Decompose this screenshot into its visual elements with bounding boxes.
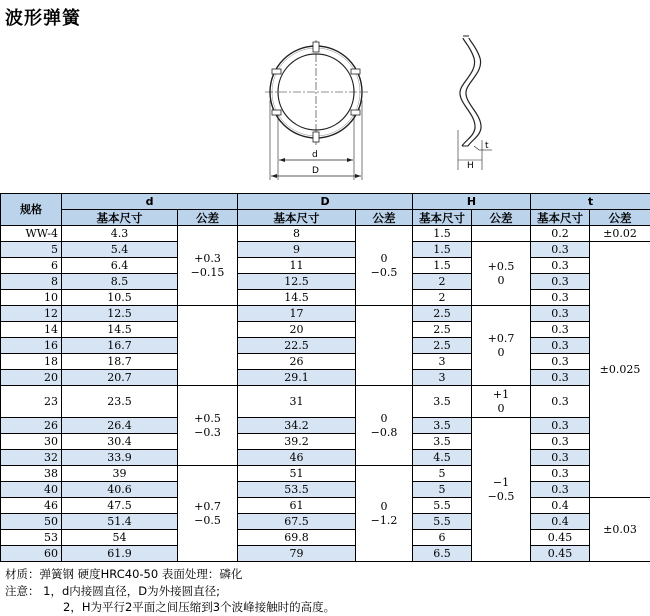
cell-t: 0.3 [531,242,590,258]
D-tol-blank [356,306,413,386]
cell-t: 0.4 [531,498,590,514]
front-label-D: D [312,166,319,176]
tol-line: +0.5 [194,411,221,425]
cell-d: 47.5 [62,498,178,514]
tol-line: −1 [492,475,510,489]
side-label-t: t [485,141,489,151]
cell-H: 4.5 [413,450,472,466]
tol-line: 0 [380,251,388,265]
cell-t: 0.3 [531,322,590,338]
cell-spec: 50 [1,514,62,530]
cell-t: 0.3 [531,418,590,434]
cell-d: 10.5 [62,290,178,306]
cell-d: 33.9 [62,450,178,466]
subheader-H-basic: 基本尺寸 [413,210,472,226]
cell-t: 0.3 [531,290,590,306]
cell-t: 0.2 [531,226,590,242]
cell-spec: 6 [1,258,62,274]
cell-H: 1.5 [413,242,472,258]
cell-t: 0.3 [531,434,590,450]
cell-spec: 46 [1,498,62,514]
cell-d: 6.4 [62,258,178,274]
subheader-t-tol: 公差 [590,210,650,226]
cell-t: 0.3 [531,482,590,498]
cell-H: 3 [413,354,472,370]
cell-t: 0.45 [531,530,590,546]
H-tol-2 [472,306,531,386]
cell-H: 1.5 [413,258,472,274]
cell-spec: 12 [1,306,62,322]
H-tol-3 [472,386,531,418]
cell-D: 31 [238,386,356,418]
H-tol-0 [472,226,531,242]
subheader-D-tol: 公差 [356,210,413,226]
cell-spec: WW-4 [1,226,62,242]
cell-D: 14.5 [238,290,356,306]
cell-spec: 32 [1,450,62,466]
cell-t: 0.3 [531,466,590,482]
cell-H: 5.5 [413,498,472,514]
cell-t: 0.3 [531,338,590,354]
H-tol-1 [472,242,531,306]
cell-D: 9 [238,242,356,258]
cell-H: 2.5 [413,322,472,338]
cell-d: 54 [62,530,178,546]
cell-t: 0.3 [531,450,590,466]
d-tol-2 [178,386,238,466]
cell-D: 20 [238,322,356,338]
page-title: 波形弹簧 [5,8,81,29]
cell-D: 67.5 [238,514,356,530]
cell-H: 2 [413,290,472,306]
cell-d: 20.7 [62,370,178,386]
spec-table [0,193,650,562]
tol-line: −0.5 [194,513,221,527]
cell-D: 34.2 [238,418,356,434]
cell-d: 14.5 [62,322,178,338]
cell-d: 61.9 [62,546,178,562]
cell-H: 5 [413,466,472,482]
D-tol-2 [356,386,413,466]
d-tol-1 [178,226,238,306]
header-H: H [413,194,531,210]
t-tol-1: ±0.02 [590,226,650,242]
tol-line: −0.15 [190,265,225,279]
tol-line: +0.3 [194,251,221,265]
t-tol-3: ±0.03 [590,498,650,562]
header-t: t [531,194,650,210]
cell-t: 0.3 [531,386,590,418]
cell-t: 0.4 [531,514,590,530]
tol-line: 0 [380,499,388,513]
cell-d: 30.4 [62,434,178,450]
cell-spec: 38 [1,466,62,482]
cell-spec: 18 [1,354,62,370]
wave-spring-drawing [0,0,650,190]
cell-spec: 8 [1,274,62,290]
cell-spec: 30 [1,434,62,450]
cell-D: 79 [238,546,356,562]
cell-H: 3.5 [413,418,472,434]
cell-t: 0.3 [531,306,590,322]
d-tol-3 [178,466,238,562]
cell-D: 22.5 [238,338,356,354]
subheader-d-tol: 公差 [178,210,238,226]
side-label-H: H [467,161,474,171]
tol-line: +0.7 [194,499,221,513]
tol-line: 0 [497,401,505,415]
cell-d: 39 [62,466,178,482]
cell-d: 51.4 [62,514,178,530]
cell-H: 2.5 [413,306,472,322]
material-note: 材质：弹簧钢 硬度HRC40-50 表面处理：磷化 [5,567,243,581]
tol-line: +1 [492,387,510,401]
cell-D: 12.5 [238,274,356,290]
cell-t: 0.45 [531,546,590,562]
D-tol-1 [356,226,413,306]
cell-D: 69.8 [238,530,356,546]
D-tol-3 [356,466,413,562]
tol-line: −0.8 [370,425,398,439]
tol-line: −0.3 [194,425,221,439]
cell-d: 5.4 [62,242,178,258]
cell-H: 5.5 [413,514,472,530]
notes [5,566,335,616]
cell-d: 4.3 [62,226,178,242]
tol-line: −0.5 [487,489,515,503]
cell-t: 0.3 [531,258,590,274]
cell-spec: 26 [1,418,62,434]
cell-d: 40.6 [62,482,178,498]
d-tol-blank [178,306,238,386]
cell-H: 3.5 [413,386,472,418]
cell-D: 51 [238,466,356,482]
cell-H: 2 [413,274,472,290]
note-1: 注意： 1，d内接圆直径，D为外接圆直径; [5,583,220,598]
H-tol-4 [472,418,531,562]
cell-D: 26 [238,354,356,370]
cell-t: 0.3 [531,370,590,386]
cell-H: 2.5 [413,338,472,354]
header-D: D [238,194,413,210]
cell-H: 6.5 [413,546,472,562]
header-d: d [62,194,238,210]
cell-spec: 40 [1,482,62,498]
tol-line: 0 [380,411,388,425]
cell-H: 3 [413,370,472,386]
cell-D: 39.2 [238,434,356,450]
cell-t: 0.3 [531,354,590,370]
cell-spec: 60 [1,546,62,562]
cell-spec: 23 [1,386,62,418]
cell-d: 18.7 [62,354,178,370]
cell-D: 29.1 [238,370,356,386]
cell-D: 61 [238,498,356,514]
cell-spec: 53 [1,530,62,546]
subheader-d-basic: 基本尺寸 [62,210,178,226]
cell-H: 3.5 [413,434,472,450]
cell-H: 5 [413,482,472,498]
tol-line: 0 [497,273,505,287]
cell-d: 23.5 [62,386,178,418]
cell-d: 12.5 [62,306,178,322]
cell-t: 0.3 [531,274,590,290]
subheader-D-basic: 基本尺寸 [238,210,356,226]
tol-line: −0.5 [370,265,398,279]
subheader-H-tol: 公差 [472,210,531,226]
front-label-d: d [312,150,318,160]
cell-H: 1.5 [413,226,472,242]
subheader-t-basic: 基本尺寸 [531,210,590,226]
cell-D: 17 [238,306,356,322]
cell-spec: 20 [1,370,62,386]
cell-d: 8.5 [62,274,178,290]
cell-spec: 10 [1,290,62,306]
cell-spec: 5 [1,242,62,258]
cell-D: 46 [238,450,356,466]
header-spec: 规格 [1,194,62,226]
cell-H: 6 [413,530,472,546]
tol-line: 0 [497,345,505,359]
note-2: 2，H为平行2平面之间压缩到3个波峰接触时的高度。 [63,600,336,614]
cell-D: 11 [238,258,356,274]
cell-D: 53.5 [238,482,356,498]
tol-line: +0.5 [487,259,515,273]
t-tol-2: ±0.025 [590,242,650,498]
cell-d: 16.7 [62,338,178,354]
cell-d: 26.4 [62,418,178,434]
cell-spec: 14 [1,322,62,338]
cell-spec: 16 [1,338,62,354]
cell-D: 8 [238,226,356,242]
tol-line: −1.2 [370,513,398,527]
tol-line: +0.7 [487,331,515,345]
